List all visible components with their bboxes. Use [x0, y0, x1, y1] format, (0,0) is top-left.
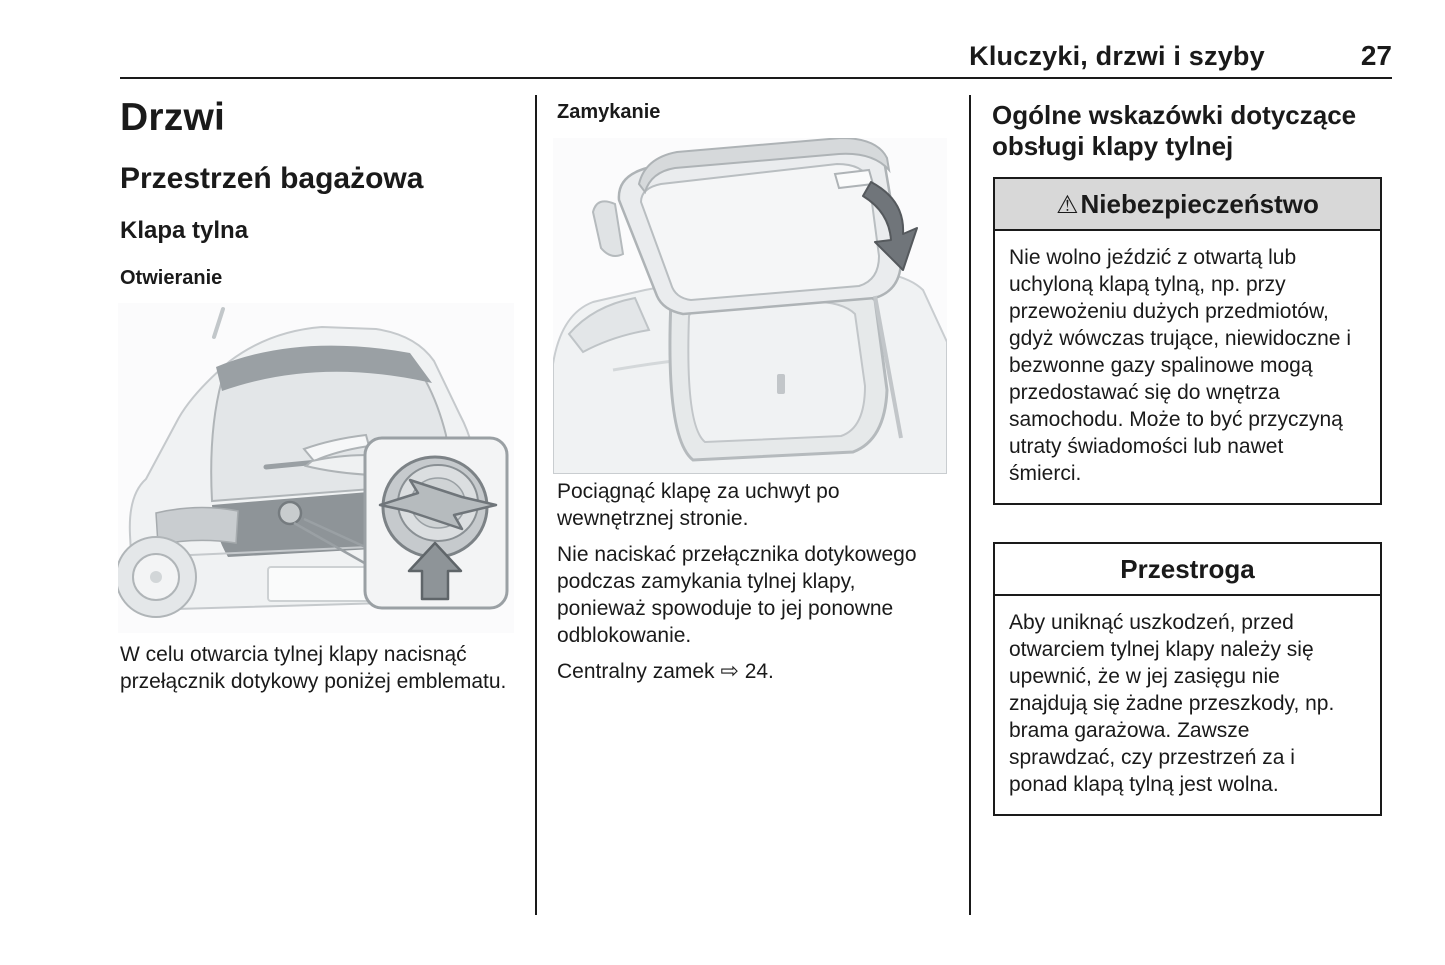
open-tailgate-illustration [553, 138, 947, 474]
header-rule [120, 77, 1392, 79]
section-heading: Przestrzeń bagażowa [120, 162, 424, 195]
closing-instructions [557, 478, 943, 694]
car-rear-emblem-illustration [118, 303, 514, 633]
subsection-heading: Klapa tylna [120, 217, 249, 244]
general-hints-heading: Ogólne wskazówki dotyczące obsługi klapy tylnej [992, 100, 1357, 161]
page-number: 27 [1360, 40, 1392, 71]
page-ref-arrow-icon: ⇨ [720, 659, 739, 684]
minor-heading-opening: Otwieranie [120, 267, 223, 289]
danger-box [993, 177, 1382, 505]
page-header [120, 40, 1392, 72]
minor-heading-closing: Zamykanie [557, 101, 661, 123]
warning-triangle-icon: ⚠ [1056, 190, 1079, 219]
closing-paragraph-2: Nie naciskać przełącznika dotykowego podczas zamykania tylnej klapy, ponieważ spowoduje to jej ponowne odblokowanie. [557, 543, 917, 647]
closing-paragraph-1: Pociągnąć klapę za uchwyt po wewnętrznej stronie. [557, 480, 840, 530]
caution-box-title: Przestroga [1120, 554, 1255, 584]
figure-tailgate-opening [118, 303, 514, 633]
running-title: Kluczyki, drzwi i szyby [969, 41, 1265, 71]
chapter-heading: Drzwi [120, 96, 226, 139]
caution-box [993, 542, 1382, 816]
danger-box-body: Nie wolno jeździć z otwartą lub uchyloną klapą tylną, np. przy przewożeniu dużych przedmiotów, gdyż wówczas trujące, niewidoczne i bezwonne gazy spalinowe mogą przedostawać się do wnętrza samochodu. Może to być przyczyną utraty świadomości lub nawet śmierci. [1009, 246, 1351, 485]
figure-tailgate-closing [553, 138, 947, 474]
cross-reference-label: Centralny zamek [557, 660, 715, 683]
caution-box-body: Aby uniknąć uszkodzeń, przed otwarciem tylnej klapy należy się upewnić, że w jej zasięgu nie znajdują się żadne przeszkody, np. brama garażowa. Zawsze sprawdzać, czy przestrzeń za i ponad klapą tylną jest wolna. [1009, 611, 1335, 796]
caution-box-header [995, 544, 1380, 596]
danger-box-header [995, 179, 1380, 231]
column-separator-2 [969, 95, 971, 915]
danger-box-title: Niebezpieczeństwo [1080, 189, 1319, 219]
column-separator-1 [535, 95, 537, 915]
cross-reference-page: 24. [744, 660, 774, 683]
opening-instruction-paragraph: W celu otwarcia tylnej klapy nacisnąć przełącznik dotykowy poniżej emblematu. [120, 643, 507, 693]
central-lock-cross-reference [557, 658, 943, 685]
